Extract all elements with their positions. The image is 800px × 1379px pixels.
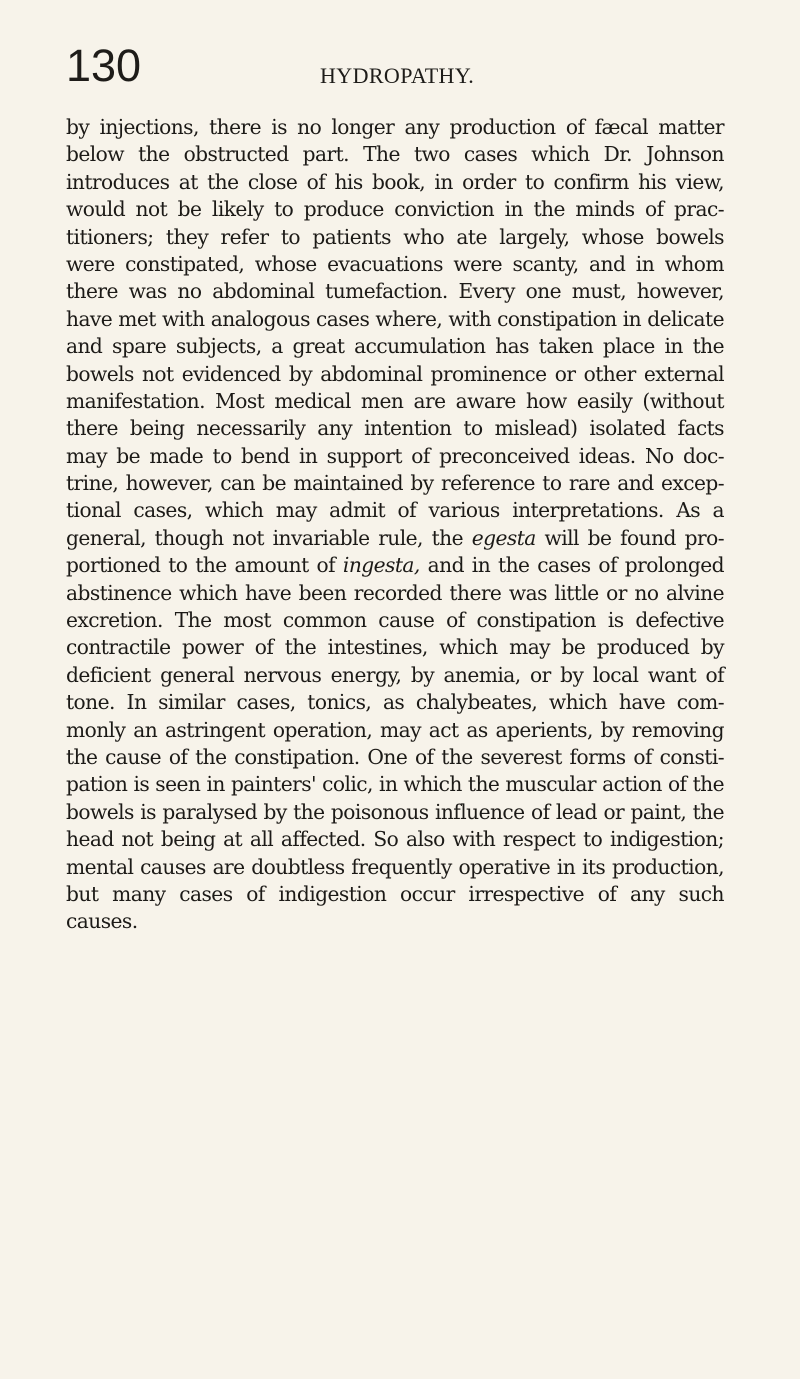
text-line: by injections, there is no longer any production of fæcal matter [66, 115, 724, 139]
running-title: HYDROPATHY. [320, 63, 475, 88]
text-line: portioned to the amount of ingesta, and in the cases of prolonged [66, 553, 724, 578]
text-line: tional cases, which may admit of various interpretations. As a [66, 498, 724, 523]
text-line: were constipated, whose evacuations were scanty, and in whom [66, 251, 724, 276]
text-line: but many cases of indigestion occur irrespective of any such [66, 881, 724, 906]
text-line: contractile power of the intestines, which may be produced by [66, 635, 724, 660]
text-line: titioners; they refer to patients who ate largely, whose bowels [66, 224, 724, 249]
italic-term-ingesta: ingesta, [342, 553, 420, 578]
italic-term-egesta: egesta [471, 525, 536, 550]
text-line: pation is seen in painters' colic, in which the muscular action of the [66, 772, 724, 797]
body-paragraph [66, 114, 724, 936]
text-line: below the obstructed part. The two cases which Dr. Johnson [66, 142, 724, 167]
text-line: trine, however, can be maintained by reference to rare and excep- [66, 471, 724, 496]
running-head [66, 40, 726, 100]
text-line: head not being at all affected. So also with respect to indigestion; [66, 827, 724, 852]
text-line: would not be likely to produce conviction in the minds of prac- [66, 197, 724, 222]
text-line: deficient general nervous energy, by anemia, or by local want of [66, 662, 724, 687]
text-line: introduces at the close of his book, in order to confirm his view, [66, 169, 724, 194]
text-line: there was no abdominal tumefaction. Every one must, however, [66, 279, 724, 304]
text-line: have met with analogous cases where, with constipation in delicate [66, 306, 724, 331]
text-line: monly an astringent operation, may act as aperients, by removing [66, 717, 724, 742]
text-line: the cause of the constipation. One of the severest forms of consti- [66, 744, 724, 769]
page-number: 130 [66, 40, 142, 91]
text-line: excretion. The most common cause of constipation is defective [66, 608, 724, 633]
text-line: bowels not evidenced by abdominal prominence or other external [66, 361, 724, 386]
text-line: may be made to bend in support of preconceived ideas. No doc- [66, 443, 724, 468]
text-line: bowels is paralysed by the poisonous influence of lead or paint, the [66, 799, 724, 824]
text-line: abstinence which have been recorded there was little or no alvine [66, 580, 724, 605]
text-line-last: causes. [66, 909, 138, 934]
text-line: there being necessarily any intention to mislead) isolated facts [66, 416, 724, 441]
text-line: and spare subjects, a great accumulation has taken place in the [66, 334, 724, 359]
text-line: tone. In similar cases, tonics, as chalybeates, which have com- [66, 690, 724, 715]
text-line: manifestation. Most medical men are aware how easily (without [66, 388, 724, 413]
text-line: mental causes are doubtless frequently operative in its production, [66, 854, 724, 879]
text-line: general, though not invariable rule, the egesta will be found pro- [66, 525, 724, 550]
